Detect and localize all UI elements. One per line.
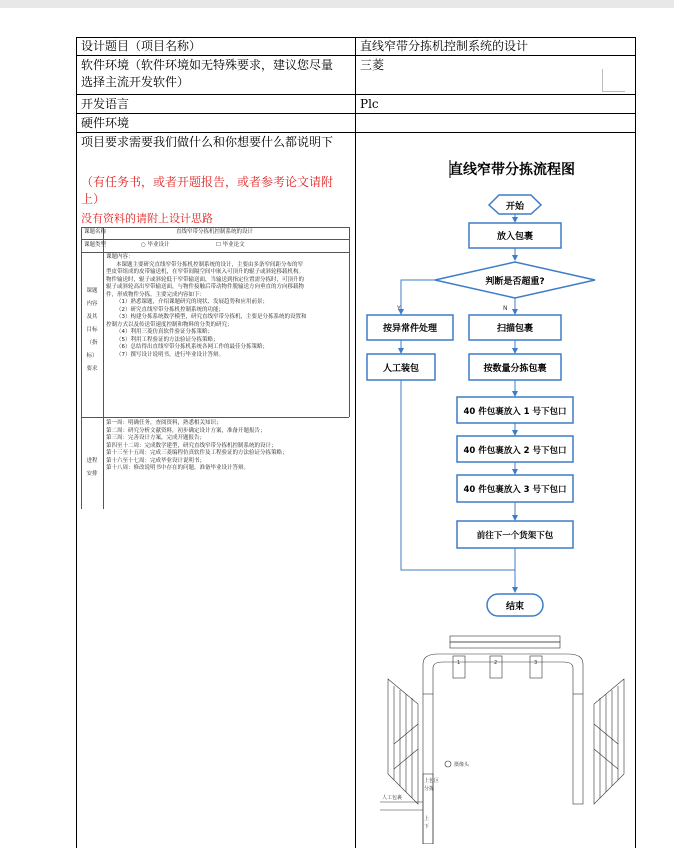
content-label-line: 要求 (86, 366, 98, 372)
flow-step-exception (367, 315, 453, 340)
task-type-option-design: ○ 毕业设计 (141, 242, 170, 248)
manual-package-label: 人工包裹 (382, 795, 403, 801)
attachment-note: （有任务书，或者开题报告，或者参考论文请附上） (81, 175, 334, 206)
task-type-label: 课题类型 (84, 242, 107, 248)
content-label-line: 内容 (86, 301, 98, 307)
table-border-right (635, 37, 636, 848)
schedule-text (106, 420, 348, 473)
flow-step-label: 40 件包裹放入 3 号下包口 (463, 485, 567, 495)
schedule-label-line: 安排 (86, 471, 98, 477)
content-line: 辊子或斜轮高出窄带输送面，与物件接触后带动物件脱输送方向垂直的方向移载物 (106, 284, 305, 290)
flow-step-manual-pack (367, 354, 435, 380)
table-column-divider (355, 37, 356, 848)
flow-step-put-package (469, 223, 561, 248)
content-line: 控制方式以及传送带速度控制和物料的分类的研究； (106, 321, 233, 328)
flow-step-label: 按数量分拣包裹 (483, 364, 547, 374)
design-idea-note: 没有资料的请附上设计思路 (81, 212, 213, 225)
project-title-label: 设计题目（项目名称） (81, 39, 202, 53)
software-env-label (77, 56, 355, 92)
content-line: （2）研究直线窄带分拣机控制系统的功能； (116, 306, 225, 313)
software-env-value: 三菱 (360, 58, 385, 72)
schedule-line: 第十三至十五周：完成三菱编程仿真软件及工程验证的方法验证分拣策略； (106, 450, 288, 456)
inner-row-divider (81, 252, 349, 253)
requirements-label: 项目要求需要我们做什么和你想要什么都说明下 (81, 135, 334, 149)
content-text (106, 254, 348, 359)
content-label-line: 标） (86, 353, 98, 359)
inner-row-divider (81, 227, 349, 228)
content-line: 件，形成物件分拣。主要完成内容如下： (106, 291, 206, 298)
software-env-label-line: 选择主流开发软件） (81, 75, 190, 89)
arrow-up-label: 上 (424, 816, 430, 822)
flow-step-next-shelf (457, 521, 573, 548)
project-title-value: 直线窄带分拣机控制系统的设计 (360, 39, 529, 53)
schedule-line: 第十八周：修改说明书中存在的问题，准备毕业设计答辩。 (106, 465, 250, 471)
content-line: 物件输送时，辊子或斜轮低于窄带输送面，当输送到指定位置需分拣时，可顶升的 (106, 276, 305, 283)
flow-step-sort-quantity (469, 354, 561, 380)
inner-col-divider (103, 227, 104, 509)
flow-step-scan (469, 315, 561, 340)
task-name-label: 课题名称 (84, 229, 107, 235)
flow-step-label: 40 件包裹放入 1 号下包口 (463, 407, 567, 417)
inner-row-divider (81, 239, 349, 240)
content-line: 型皮带组成的皮带输送机，在窄带间隔空间中嵌入可顶升的辊子或斜轮移载机构。 (106, 269, 305, 275)
content-line: （5）利用工程验证的方法验证分拣策略； (116, 336, 219, 343)
content-label-line: 课题 (86, 288, 98, 294)
flow-yes-label: Y (397, 305, 401, 312)
task-type-option-thesis: ☐ 毕业论文 (216, 242, 245, 248)
flow-decision-overweight (435, 262, 595, 298)
schedule-line: 第一周：明确任务，查阅资料，熟悉相关知识； (106, 420, 222, 426)
flow-step-label: 人工装包 (382, 364, 420, 374)
inner-col-divider (349, 227, 350, 417)
flow-step-label: 前往下一个货架下包 (476, 531, 554, 541)
schedule-label (83, 455, 101, 481)
flowchart-title: 直线窄带分拣流程图 (449, 162, 575, 178)
flow-step-label: 放入包裹 (496, 232, 534, 242)
flow-start-node (489, 195, 541, 214)
port-label-1: 1 (457, 660, 461, 666)
table-border-left (76, 37, 77, 848)
content-line: （4）利用三菱仿真软件验证分拣策略； (116, 329, 214, 335)
flow-step-put-port2 (457, 436, 573, 462)
content-line: （1）熟悉课题，介绍课题研究的现状、发展趋势和应用前景； (116, 299, 269, 305)
flow-step-put-port3 (457, 475, 573, 502)
flow-end-label: 结束 (505, 602, 525, 612)
sorting-label: 分拣 (424, 786, 435, 792)
content-label (83, 285, 101, 376)
flow-start-label: 开始 (505, 202, 525, 212)
content-label-line: 及其 (86, 314, 98, 320)
hardware-env-label: 硬件环境 (81, 116, 130, 130)
flow-end-node (487, 594, 543, 616)
content-line: （3）构建分拣系统数学模型，研究直线窄带分拣机，主要是分拣系统的设置和 (116, 314, 307, 320)
content-label-line: （指 (86, 340, 98, 346)
port-label-3: 3 (534, 660, 538, 666)
schedule-line: 第二周：研究分析文献资料，初步确定设计方案，准备开题报告； (106, 427, 266, 434)
language-label: 开发语言 (81, 97, 130, 111)
content-line: 课题内容： (106, 254, 134, 260)
flow-step-label: 40 件包裹放入 2 号下包口 (463, 446, 567, 456)
sorting-flowchart (357, 150, 635, 620)
cell-corner-mark (602, 69, 625, 92)
schedule-label-line: 进程 (86, 458, 98, 464)
task-name-value: 直线窄带分拣机控制系统的设计 (176, 229, 254, 235)
schedule-line: 第十六至十七周：完成毕业设计说明书； (106, 457, 206, 464)
software-env-label-line: 软件环境（软件环境如无特殊要求，建议您尽量 (81, 58, 334, 72)
window-top-bar (0, 0, 674, 8)
flow-step-label: 按异常件处理 (382, 324, 438, 334)
language-value: Plc (360, 97, 379, 111)
arrow-down-label: 下 (424, 824, 430, 830)
flow-step-put-port1 (457, 397, 573, 423)
flow-no-label: N (503, 305, 508, 312)
schedule-line: 第三周：完善设计方案，完成开题报告； (106, 435, 206, 441)
hardware-env-value (356, 114, 635, 116)
content-line: （7）撰写设计说明书，进行毕业设计答辩。 (116, 351, 225, 358)
content-label-line: 目标 (86, 327, 98, 333)
camera-label: 摄像头 (454, 762, 470, 768)
port-label-2: 2 (494, 660, 498, 666)
inner-col-divider (81, 227, 82, 509)
flow-step-label: 扫描包裹 (496, 324, 534, 334)
flow-decision-label: 判断是否超重? (485, 277, 545, 287)
content-line: 本课题主要研究直线窄带分拣机控制系统的设计，主要由多条窄间距分布的窄 (116, 261, 304, 268)
schedule-line: 第四至十二周：完成数学建型，研究直线窄带分拣机控制系统的设计； (106, 442, 277, 449)
content-line: （6）总结得出直线窄带分拣机系统各网工作的最佳分拣策略； (116, 344, 269, 350)
inner-row-divider (81, 417, 349, 418)
sorter-layout-diagram (378, 634, 634, 844)
loading-area-label: 上包区 (424, 778, 440, 784)
task-book-table (81, 227, 349, 509)
